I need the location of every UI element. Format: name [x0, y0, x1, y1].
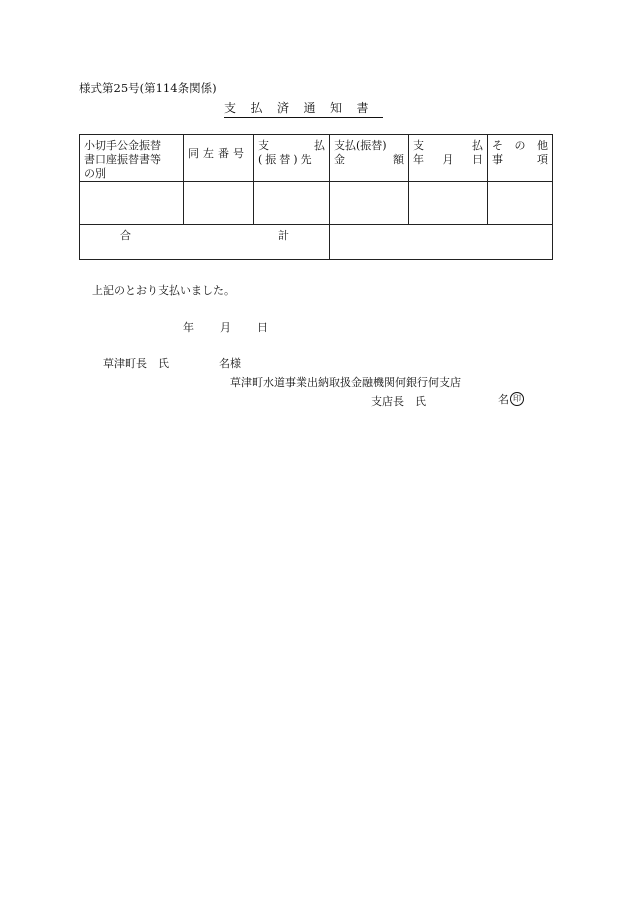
header-cell-other [488, 135, 553, 182]
cell-payment-date[interactable] [409, 182, 488, 225]
cell-payee[interactable] [254, 182, 330, 225]
payment-date-char-1: 支 [413, 139, 424, 152]
payment-date-label-1 [413, 139, 483, 153]
payee-char-1: 支 [258, 139, 269, 152]
amount-label-1: 支払(振替) [334, 139, 387, 152]
total-char-2: 計 [278, 229, 289, 242]
date-day-label: 日 [257, 321, 268, 334]
amount-label-2 [334, 153, 404, 167]
total-amount-cell[interactable] [330, 225, 553, 260]
amount-char-1: 金 [334, 153, 345, 166]
header-cell-payee [254, 135, 330, 182]
other-char-2: の [514, 139, 526, 152]
payment-date-char-2: 払 [472, 139, 483, 152]
other-label-1 [492, 139, 548, 153]
amount-char-2: 額 [393, 153, 404, 166]
table-row [80, 182, 553, 225]
payment-method-label-2: 書口座振替書等 [84, 153, 161, 166]
seal-mark: 印 [510, 392, 524, 406]
cell-amount[interactable] [330, 182, 409, 225]
other-char-3: 他 [537, 139, 548, 152]
header-cell-payment-date [409, 135, 488, 182]
payment-date-label-2 [413, 153, 483, 167]
statement-text: 上記のとおり支払いました。 [92, 284, 235, 297]
branch-manager-label: 支店長 氏 [371, 395, 426, 408]
other-char-4: 事 [492, 153, 503, 166]
header-cell-payment-method [80, 135, 184, 182]
cell-number[interactable] [184, 182, 254, 225]
payment-method-label-3: の別 [84, 167, 106, 180]
document-title: 支払済通知書 [224, 99, 383, 118]
number-label: 同左番号 [188, 147, 248, 160]
cell-other[interactable] [488, 182, 553, 225]
payee-label-1 [258, 139, 325, 153]
header-row [80, 135, 553, 182]
addressee-label: 草津町長 氏 [103, 357, 169, 370]
payee-char-2: 払 [314, 139, 325, 152]
payee-label-2: (振替)先 [258, 153, 315, 166]
payment-date-month: 月 [442, 153, 454, 166]
total-label [84, 229, 325, 243]
total-row [80, 225, 553, 260]
payment-table [79, 134, 553, 260]
header-cell-amount [330, 135, 409, 182]
total-char-1: 合 [120, 229, 131, 242]
payment-date-year: 年 [413, 153, 424, 166]
payment-date-day: 日 [472, 153, 483, 166]
other-label-2 [492, 153, 548, 167]
other-char-1: そ [492, 139, 503, 152]
header-cell-number [184, 135, 254, 182]
seal-area [498, 391, 524, 407]
other-char-5: 項 [537, 153, 548, 166]
date-year-label: 年 [183, 321, 194, 334]
bank-name: 草津町水道事業出納取扱金融機関何銀行何支店 [230, 376, 461, 389]
addressee-name-suffix: 名様 [219, 357, 241, 370]
date-month-label: 月 [220, 321, 231, 334]
date-line [183, 319, 268, 335]
form-number: 様式第25号(第114条関係) [79, 81, 217, 95]
name-suffix: 名 [498, 393, 509, 406]
payment-method-label-1: 小切手公金振替 [84, 139, 161, 152]
cell-payment-method[interactable] [80, 182, 184, 225]
total-label-cell [80, 225, 330, 260]
